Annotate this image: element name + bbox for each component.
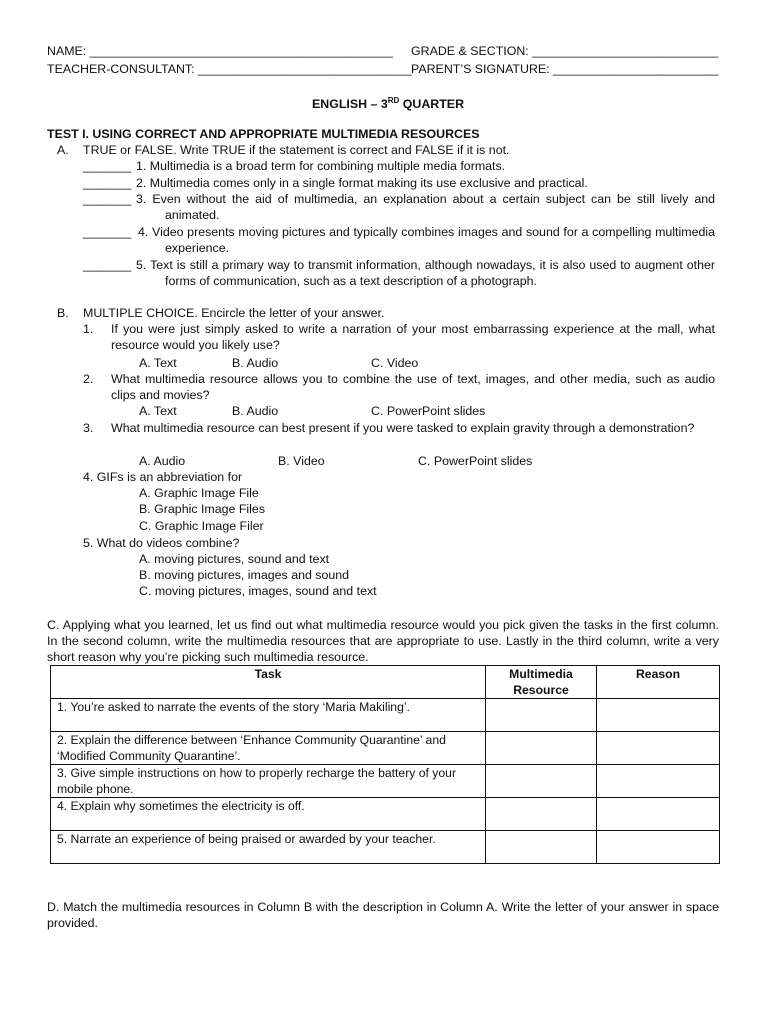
tf-blank-3[interactable]: _______ [83,192,132,206]
task-cell: 4. Explain why sometimes the electricity is off. [51,798,486,831]
task-table [50,665,720,864]
tf-item-4: 4. Video presents moving pictures and typically combines images and sound for a compelling multimedia experience. [138,225,715,255]
task-cell: 5. Narrate an experience of being praised or awarded by your teacher. [51,831,486,864]
mc-q2-option-c[interactable]: C. PowerPoint slides [371,404,486,418]
resource-answer-cell[interactable] [486,732,597,765]
mc-q2-option-b[interactable]: B. Audio [232,404,279,418]
part-c-instruction: C. Applying what you learned, let us find out what multimedia resource would you pick given the tasks in the first column. In the second column, write the multimedia resources that are appropriate to use. Lastly in the third column, write a very short reason why you’re picking such multimedia resource. [47,618,719,664]
task-cell: 3. Give simple instructions on how to properly recharge the battery of your mobile phone. [51,765,486,798]
task-cell: 2. Explain the difference between ‘Enhance Community Quarantine’ and ‘Modified Community Quarantine’. [51,732,486,765]
name-line: NAME: ____________________________________________ [47,44,393,58]
task-column-header: Task [51,666,486,699]
tf-item-1: 1. Multimedia is a broad term for combining multiple media formats. [136,159,506,173]
subject-title-sup: RD [387,96,400,105]
mc-q1-text: If you were just simply asked to write a narration of your most embarrassing experience at the mall, what resource would you likely use? [111,322,715,352]
mc-q1-number: 1. [83,322,94,336]
subject-title-post: QUARTER [399,97,465,112]
task-table-header-row [51,666,720,699]
tf-item-5: 5. Text is still a primary way to transmit information, although nowadays, it is also used to augment other forms of communication, such as a text description of a photograph. [136,258,715,288]
mc-q4-option-a[interactable]: A. Graphic Image File [139,486,259,500]
mc-q4-text: 4. GIFs is an abbreviation for [83,470,243,484]
grade-section-line: GRADE & SECTION: ___________________________ [411,44,719,58]
task-cell: 1. You’re asked to narrate the events of the story ‘Maria Makiling’. [51,699,486,732]
mc-q2-number: 2. [83,372,94,386]
mc-q5-text: 5. What do videos combine? [83,536,240,550]
mc-q4-option-b[interactable]: B. Graphic Image Files [139,502,266,516]
mc-q5-option-c[interactable]: C. moving pictures, images, sound and text [139,584,377,598]
reason-answer-cell[interactable] [597,831,720,864]
teacher-consultant-line: TEACHER-CONSULTANT: _______________________________ [47,62,412,76]
mc-q1-option-c[interactable]: C. Video [371,356,419,370]
mc-q2-text: What multimedia resource allows you to combine the use of text, images, and other media, such as audio clips and movies? [111,372,715,402]
tf-blank-4[interactable]: _______ [83,225,132,239]
resource-answer-cell[interactable] [486,765,597,798]
mc-q3-option-a[interactable]: A. Audio [139,454,186,468]
reason-answer-cell[interactable] [597,798,720,831]
reason-answer-cell[interactable] [597,699,720,732]
mc-q1-option-a[interactable]: A. Text [139,356,177,370]
subject-title-pre: ENGLISH – 3 [312,97,388,112]
table-row [51,798,720,831]
mc-q3-option-b[interactable]: B. Video [278,454,325,468]
resource-answer-cell[interactable] [486,798,597,831]
part-d-instruction: D. Match the multimedia resources in Column B with the description in Column A. Write the letter of your answer in space provided. [47,900,719,930]
multimedia-resource-column-header: Multimedia Resource [486,666,597,699]
tf-item-2: 2. Multimedia comes only in a single format making its use exclusive and practical. [136,176,588,190]
tf-blank-1[interactable]: _______ [83,159,132,173]
tf-blank-5[interactable]: _______ [83,258,132,272]
mc-q1-option-b[interactable]: B. Audio [232,356,279,370]
mc-q5-option-a[interactable]: A. moving pictures, sound and text [139,552,330,566]
resource-answer-cell[interactable] [486,699,597,732]
mc-q2-option-a[interactable]: A. Text [139,404,177,418]
part-a-letter: A. [57,143,69,157]
mc-q4-option-c[interactable]: C. Graphic Image Filer [139,519,264,533]
mc-q5-option-b[interactable]: B. moving pictures, images and sound [139,568,350,582]
table-row [51,765,720,798]
part-b-letter: B. [57,306,69,320]
mc-q3-text: What multimedia resource can best present if you were tasked to explain gravity through a demonstration? [111,421,695,435]
part-b-instruction: MULTIPLE CHOICE. Encircle the letter of your answer. [83,306,385,320]
subject-title [312,93,464,112]
mc-q3-option-c[interactable]: C. PowerPoint slides [418,454,533,468]
reason-answer-cell[interactable] [597,732,720,765]
reason-answer-cell[interactable] [597,765,720,798]
parent-signature-line: PARENT’S SIGNATURE: ________________________ [411,62,719,76]
part-a-instruction: TRUE or FALSE. Write TRUE if the statement is correct and FALSE if it is not. [83,143,510,157]
table-row [51,831,720,864]
mc-q3-number: 3. [83,421,94,435]
table-row [51,732,720,765]
tf-blank-2[interactable]: _______ [83,176,132,190]
resource-answer-cell[interactable] [486,831,597,864]
tf-item-3: 3. Even without the aid of multimedia, an explanation about a certain subject can be still lively and animated. [136,192,715,222]
table-row [51,699,720,732]
reason-column-header: Reason [597,666,720,699]
test-title: TEST I. USING CORRECT AND APPROPRIATE MULTIMEDIA RESOURCES [47,127,480,141]
